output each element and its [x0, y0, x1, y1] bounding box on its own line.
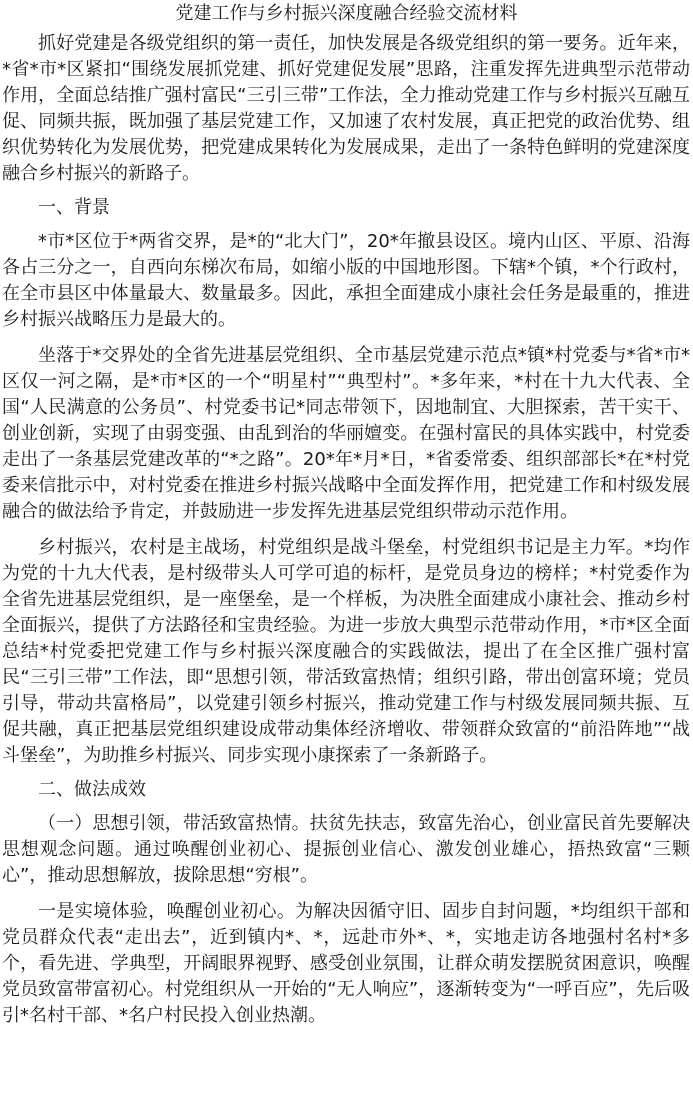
- document-title: 党建工作与乡村振兴深度融合经验交流材料: [175, 3, 518, 24]
- section-heading-background: 一、背景: [38, 197, 110, 218]
- spacer: [0, 803, 693, 811]
- practices-paragraph-2: 一是实境体验，唤醒创业初心。为解决因循守旧、固步自封问题，*均组织干部和党员群众代表“走出去”，近到镇内*、*，远赴市外*、*，实地走访各地强村名村*多个，看先进、学典型，开阔眼界视野、感受创业氛围，让群众萌发摆脱贫困意识，唤醒党员致富带富初心。村党组织从一开始的“无人响应”，逐渐转变为“一呼百应”，先后吸引*名村干部、*名户村民投入创业热潮。: [2, 901, 690, 1026]
- section-heading-practices: 二、做法成效: [38, 779, 146, 800]
- spacer: [0, 889, 693, 899]
- spacer: [0, 187, 693, 195]
- practices-paragraph-1: （一）思想引领，带活致富热情。扶贫先扶志，致富先治心，创业富民首先要解决思想观念问题。通过唤醒创业初心、提振创业信心、激发创业雄心，捂热致富“三颗心”，推动思想解放，拔除思想“穷根”。: [2, 813, 690, 886]
- background-paragraph-1: *市*区位于*两省交界，是*的“北大门”，20*年撤县设区。境内山区、平原、沿海各占三分之一，自西向东梯次布局，如缩小版的中国地形图。下辖*个镇，*个行政村，在全市县区中体量最大、数量最多。因此，承担全面建成小康社会任务是最重的，推进乡村振兴战略压力是最大的。: [2, 231, 690, 330]
- spacer: [0, 525, 693, 535]
- spacer: [0, 221, 693, 229]
- spacer: [0, 769, 693, 777]
- background-paragraph-3: 乡村振兴，农村是主战场，村党组织是战斗堡垒，村党组织书记是主力军。*均作为党的十九大代表，是村级带头人可学可追的标杆，是党员身边的榜样；*村党委作为全省先进基层党组织，是一座堡垒，是一个样板，为决胜全面建成小康社会、推动乡村全面振兴，提供了方法路径和宝贵经验。为进一步放大典型示范带动作用，*市*区全面总结*村党委把党建工作与乡村振兴深度融合的实践做法，提出了在全区推广强村富民“三引三带”工作法，即“思想引领，带活致富热情；组织引路，带出创富环境；党员引导，带动共富格局”，以党建引领乡村振兴，推动党建工作与村级发展同频共振、互促共融，真正把基层党组织建设成带动集体经济增收、带领群众致富的“前沿阵地”“战斗堡垒”，为助推乡村振兴、同步实现小康探索了一条新路子。: [2, 537, 690, 766]
- background-paragraph-2: 坐落于*交界处的全省先进基层党组织、全市基层党建示范点*镇*村党委与*省*市*区仅一河之隔，是*市*区的一个“明星村”“典型村”。*多年来，*村在十九大代表、全国“人民满意的公务员”、村党委书记*同志带领下，因地制宜、大胆探索，苦干实干、创业创新，实现了由弱变强、由乱到治的华丽嬗变。在强村富民的具体实践中，村党委走出了一条基层党建改革的“*之路”。20*年*月*日，*省委常委、组织部部长*在*村党委来信批示中，对村党委在推进乡村振兴战略中全面发挥作用，把党建工作和村级发展融合的做法给予肯定，并鼓励进一步发挥先进基层党组织带动示范作用。: [2, 345, 690, 522]
- spacer: [0, 333, 693, 343]
- intro-paragraph: 抓好党建是各级党组织的第一责任，加快发展是各级党组织的第一要务。近年来，*省*市*区紧扣“围绕发展抓党建、抓好党建促发展”思路，注重发挥先进典型示范带动作用，全面总结推广强村富民“三引三带”工作法，全力推动党建工作与乡村振兴互融互促、同频共振，既加强了基层党建工作，又加速了农村发展，真正把党的政治优势、组织优势转化为发展优势，把党建成果转化为发展成果，走出了一条特色鲜明的党建深度融合乡村振兴的新路子。: [2, 33, 690, 184]
